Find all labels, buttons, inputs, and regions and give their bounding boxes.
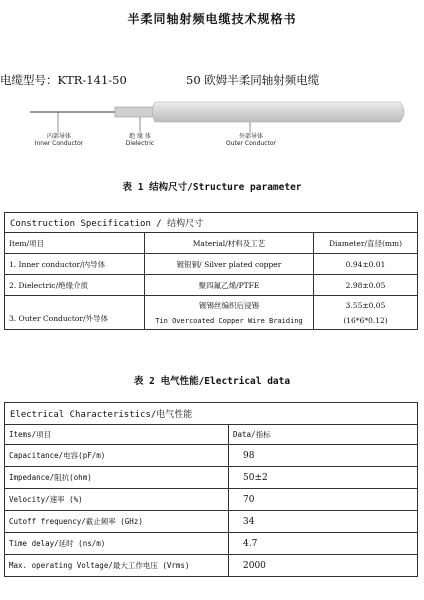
row-diameter: 2.98±0.05: [314, 275, 418, 296]
column-header-items: Items/项目: [5, 425, 229, 445]
row-value: 34: [229, 511, 418, 533]
row-item: Cutoff frequency/截止频率 (GHz): [5, 511, 229, 533]
label-dielectric-cn: 绝 缘 体: [129, 133, 151, 140]
table-row: [5, 533, 418, 555]
structure-table: [4, 212, 418, 330]
row-item: Velocity/速率 (%): [5, 489, 229, 511]
cable-model-label: 电缆型号：KTR-141-50: [0, 73, 127, 87]
label-outer-cn: 外部导体: [238, 133, 263, 140]
table-row: [5, 296, 418, 330]
row-item: Max. operating Voltage/最大工作电压 (Vrms): [5, 555, 229, 577]
table-row: [5, 555, 418, 577]
label-inner-cn: 内部导体: [46, 133, 71, 140]
row-material: [145, 296, 314, 330]
column-header-item: Item/项目: [5, 233, 145, 254]
row-diameter: [314, 296, 418, 330]
row-item: 1. Inner conductor/内导体: [5, 254, 145, 275]
dielectric-shape: [115, 107, 155, 117]
row-diameter: 0.94±0.01: [314, 254, 418, 275]
row-value: 98: [229, 445, 418, 467]
row-material-line2: Tin Overcoated Copper Wire Braiding: [155, 317, 303, 325]
cable-structure-diagram: [30, 92, 420, 162]
row-diameter-line1: 3.55±0.05: [345, 300, 386, 310]
row-item: Time delay/延时 (ns/m): [5, 533, 229, 555]
column-header-diameter: Diameter/直径(mm): [314, 233, 418, 254]
structure-table-header: Construction Specification / 结构尺寸: [5, 213, 418, 233]
table-row: [5, 467, 418, 489]
row-value: 70: [229, 489, 418, 511]
column-header-data: Data/指标: [229, 425, 418, 445]
row-item: 2. Dielectric/绝缘介质: [5, 275, 145, 296]
cable-model-description: 50 欧姆半柔同轴射频电缆: [186, 73, 320, 87]
label-inner-en: Inner Conductor: [34, 140, 84, 147]
label-outer-conductor: [223, 133, 279, 147]
table-row: [5, 254, 418, 275]
row-value: 50±2: [229, 467, 418, 489]
row-material: 聚四氟乙烯/PTFE: [145, 275, 314, 296]
label-inner-conductor: [34, 133, 84, 147]
table-row: [5, 511, 418, 533]
table1-caption: 表 1 结构尺寸/Structure parameter: [122, 182, 302, 193]
row-item: 3. Outer Conductor/外导体: [5, 296, 145, 330]
label-dielectric: [115, 133, 165, 147]
row-material-line1: 镀锡丝编织后浸锡: [199, 301, 259, 310]
column-header-material: Material/材料及工艺: [145, 233, 314, 254]
label-dielectric-en: Dielectric: [125, 140, 155, 147]
electrical-table-header: Electrical Characteristics/电气性能: [5, 403, 418, 425]
row-item: Capacitance/电容(pF/m): [5, 445, 229, 467]
document-title: 半柔同轴射频电缆技术规格书: [127, 12, 297, 26]
row-diameter-line2: (16*6*0.12): [343, 315, 388, 325]
row-item: Impedance/阻抗(ohm): [5, 467, 229, 489]
electrical-table: [4, 402, 418, 577]
label-outer-en: Outer Conductor: [225, 140, 276, 147]
table-row: [5, 489, 418, 511]
outer-conductor-shape: [153, 102, 405, 122]
row-material: 镀银铜/ Silver plated copper: [145, 254, 314, 275]
row-value: 4.7: [229, 533, 418, 555]
table2-caption: 表 2 电气性能/Electrical data: [133, 376, 291, 387]
table-row: [5, 445, 418, 467]
table-row: [5, 275, 418, 296]
row-value: 2000: [229, 555, 418, 577]
